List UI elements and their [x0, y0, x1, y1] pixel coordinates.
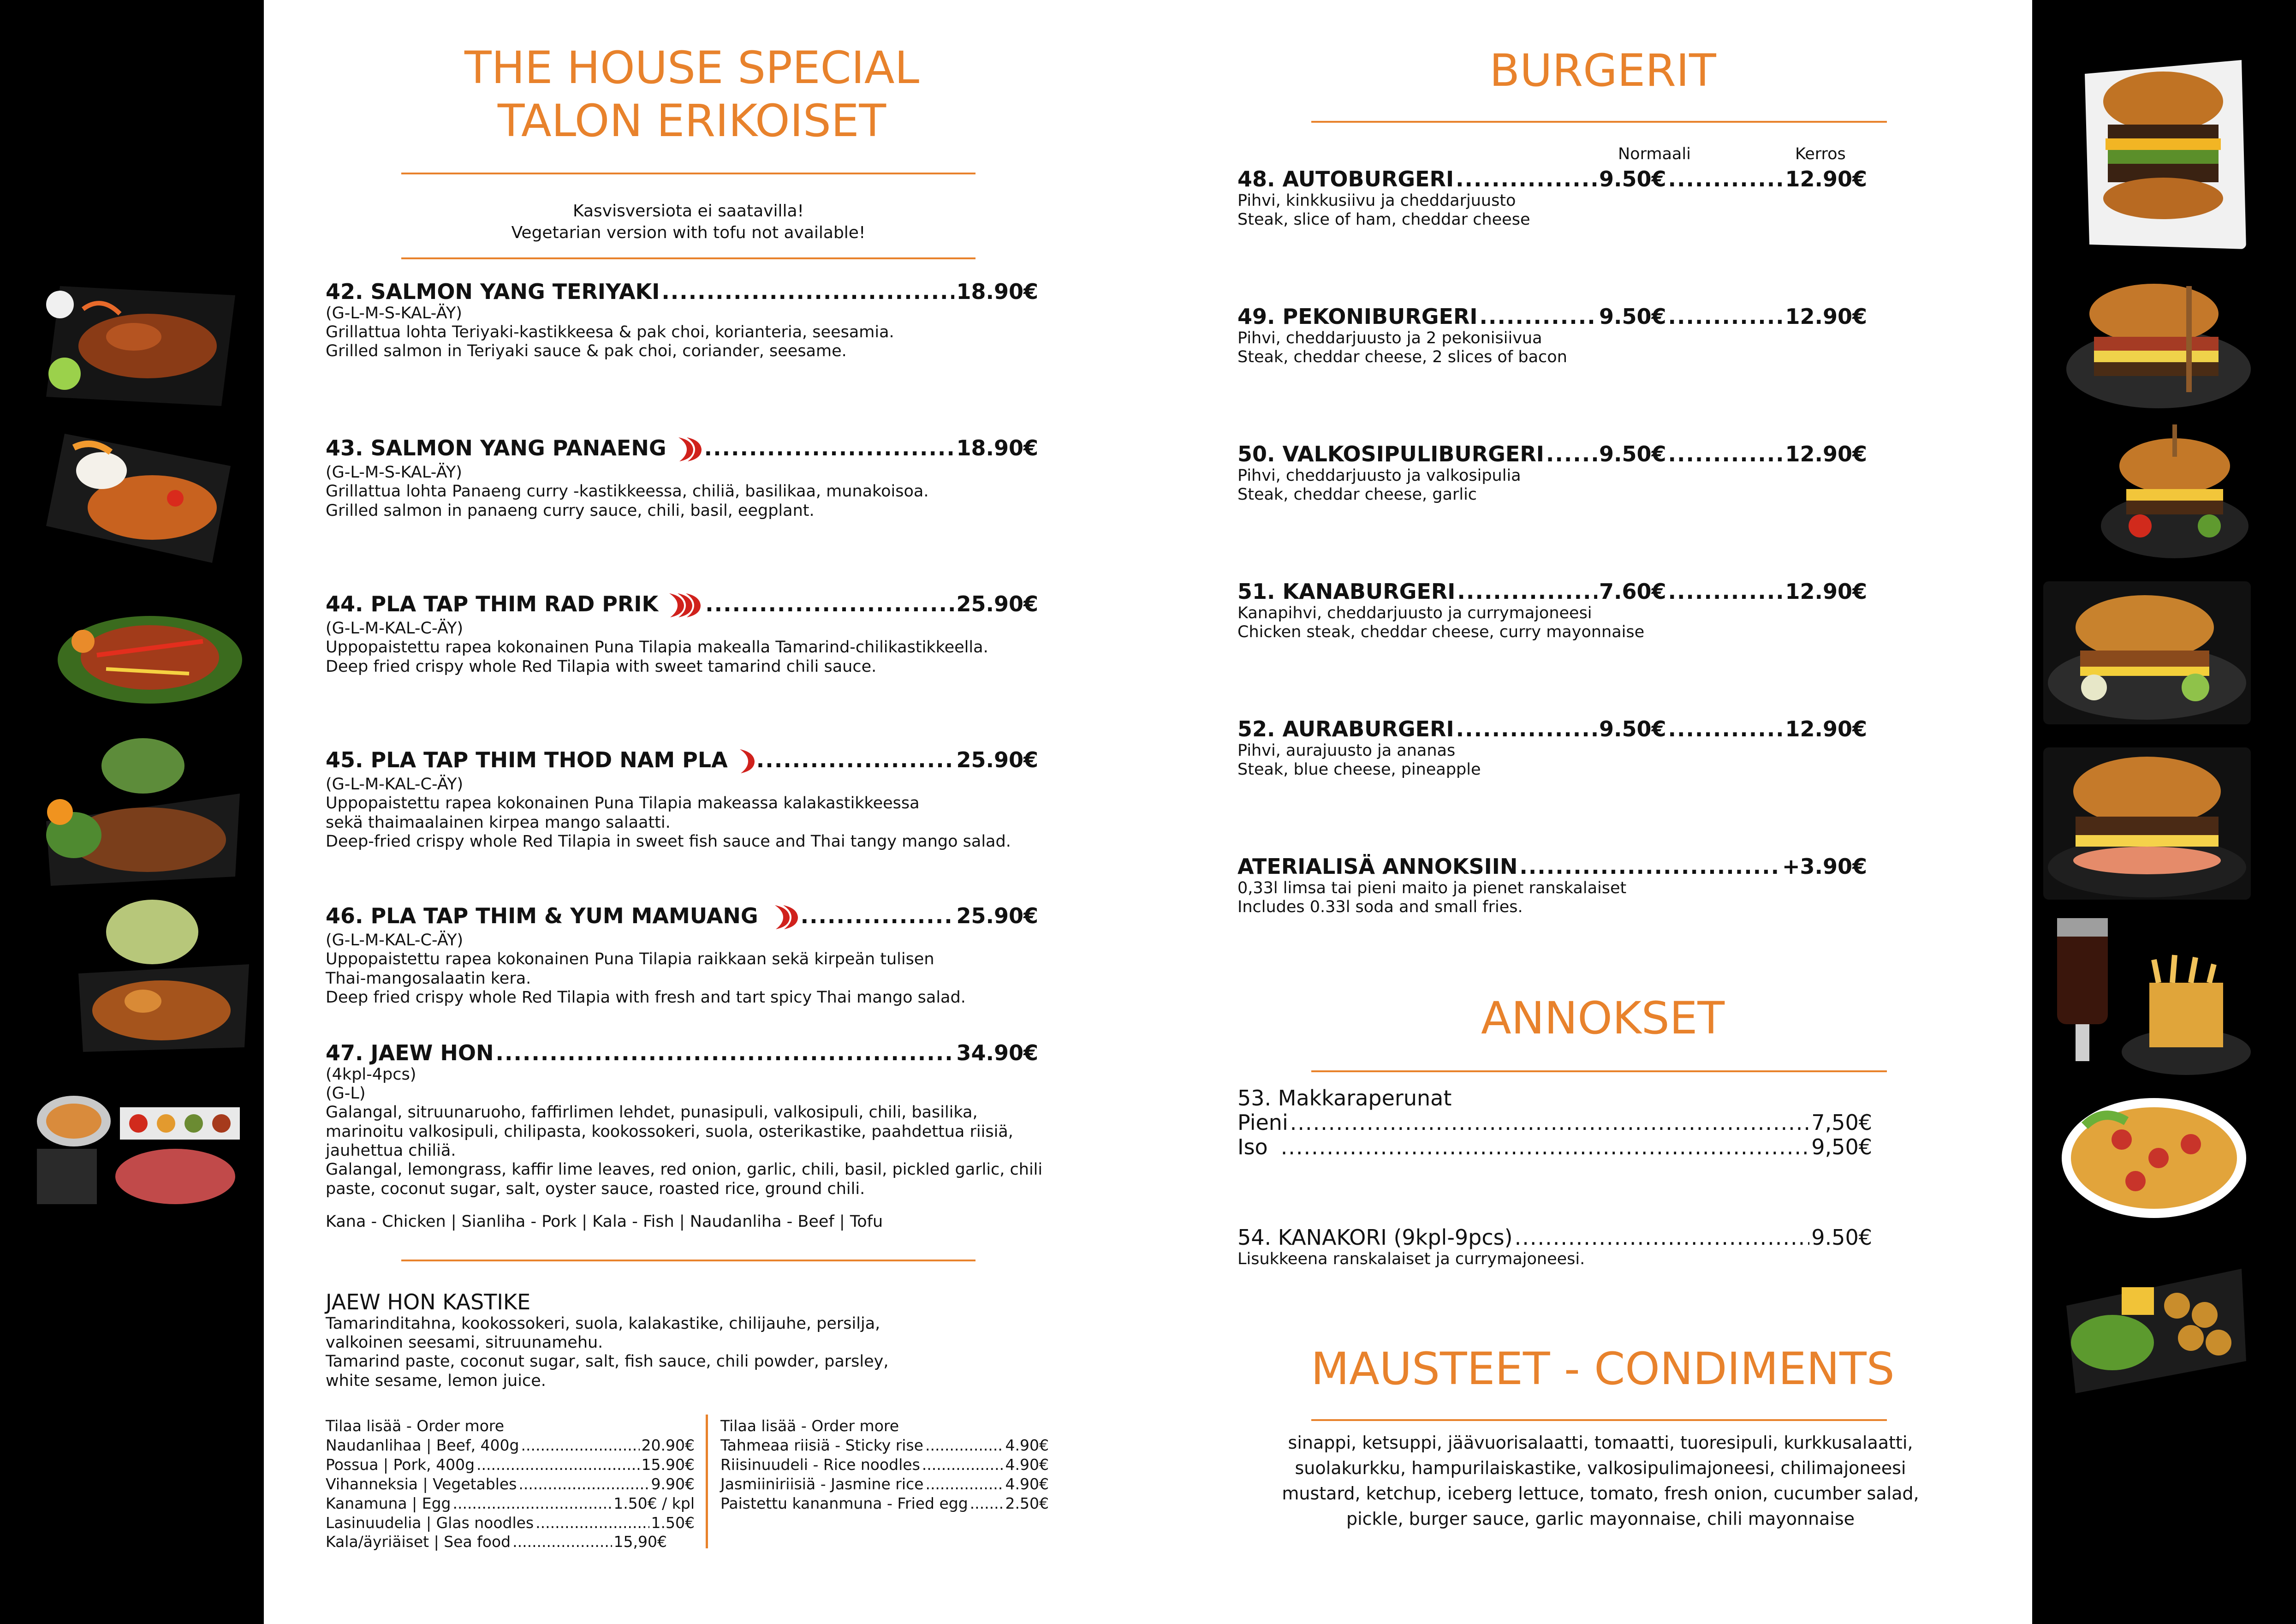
order-label: Paistettu kananmuna - Fried egg — [720, 1494, 968, 1512]
menu-item-42 — [326, 280, 1038, 361]
menu-item-54 — [1237, 1225, 1872, 1269]
item-desc-en: Deep fried crispy whole Red Tilapia with sweet tamarind chili sauce. — [326, 657, 877, 676]
order-row — [720, 1455, 1049, 1475]
order-price: 2.50€ — [1005, 1494, 1049, 1512]
chili-icon — [675, 436, 702, 463]
order-price: 4.90€ — [1005, 1475, 1049, 1493]
burgers-title: BURGERIT — [1489, 45, 1716, 96]
house-special-title — [401, 42, 982, 148]
item-desc-fi: Kanapihvi, cheddarjuusto ja currymajoneesi — [1237, 603, 1592, 622]
item-53-name: 53. Makkaraperunat — [1237, 1086, 1452, 1111]
leader-dots — [1480, 304, 1597, 329]
order-more-title — [326, 1416, 695, 1436]
burger-photo-pekoni — [2057, 277, 2251, 411]
order-label: Lasinuudelia | Glas noodles — [326, 1513, 534, 1532]
price-double: 12.90€ — [1785, 167, 1867, 191]
menu-item-46 — [326, 903, 1038, 1007]
item-desc-en: Deep-fried crispy whole Red Tilapia in sweet fish sauce and Thai tangy mango salad. — [326, 832, 1011, 851]
item-desc: Lisukkeena ranskalaiset ja currymajoneesi. — [1237, 1249, 1585, 1268]
menu-item-53 — [1237, 1086, 1872, 1159]
leader-dots — [1456, 717, 1597, 741]
item-desc-en: Chicken steak, cheddar cheese, curry mayonnaise — [1237, 623, 1645, 642]
order-more-left — [326, 1416, 695, 1552]
food-photo-makkaraperunat — [2057, 1089, 2251, 1223]
divider — [401, 1260, 976, 1261]
item-desc-fi: Uppopaistettu rapea kokonainen Puna Tilapia makealla Tamarind-chilikastikkeella. — [326, 638, 988, 657]
order-price: 9.90€ — [651, 1475, 695, 1493]
item-desc-fi: Pihvi, aurajuusto ja ananas — [1237, 741, 1456, 760]
note-en: Vegetarian version with tofu not available! — [511, 223, 866, 242]
price-double: 12.90€ — [1785, 442, 1867, 466]
kastike-line: Tamarind paste, coconut sugar, salt, fish sauce, chili powder, parsley, — [326, 1352, 889, 1371]
item-price: +3.90€ — [1782, 854, 1867, 879]
leader-dots — [1668, 442, 1783, 466]
leader-dots — [1668, 167, 1783, 191]
burger-item-52 — [1237, 717, 1867, 779]
condiments-line: sinappi, ketsuppi, jäävuorisalaatti, tomaatti, tuoresipuli, kurkkusalaatti, — [1288, 1433, 1913, 1453]
condiments-line: pickle, burger sauce, garlic mayonnaise, chili mayonnaise — [1346, 1509, 1855, 1529]
order-label: Kala/äyriäiset | Sea food — [326, 1533, 511, 1551]
item-allergens: (G-L-M-S-KAL-ÄY) — [326, 463, 462, 482]
leader-dots — [1668, 717, 1783, 741]
size-small-price: 7,50€ — [1811, 1110, 1872, 1135]
burger-photo-valkosipuli — [2099, 424, 2251, 563]
condiments-line: mustard, ketchup, iceberg lettuce, tomato, fresh onion, cucumber salad, — [1282, 1483, 1919, 1504]
item-desc-fi: Grillattua lohta Teriyaki-kastikkeesa & pak choi, korianteria, seesamia. — [326, 323, 894, 342]
kastike-line: Tamarinditahna, kookossokeri, suola, kalakastike, chilijauhe, persilja, — [326, 1314, 880, 1333]
leader-dots — [970, 1494, 1004, 1513]
item-name: 42. SALMON YANG TERIYAKI — [326, 279, 660, 304]
item-name: 49. PEKONIBURGERI — [1237, 304, 1478, 329]
order-label: Kanamuna | Egg — [326, 1494, 451, 1512]
food-photo-panaeng — [37, 420, 240, 567]
item-price: 18.90€ — [956, 435, 1038, 460]
size-large-price: 9,50€ — [1811, 1134, 1872, 1159]
order-more-heading: Tilaa lisää - Order more — [326, 1417, 505, 1435]
item-desc-en: Steak, cheddar cheese, garlic — [1237, 485, 1477, 504]
item-name: 43. SALMON YANG PANAENG — [326, 435, 666, 460]
order-more-right — [720, 1416, 1049, 1513]
item-desc-fi: jauhettua chiliä. — [326, 1141, 456, 1160]
food-photo-teriyaki — [28, 268, 240, 411]
condiments-title: MAUSTEET - CONDIMENTS — [1311, 1343, 1895, 1395]
item-price: 18.90€ — [956, 279, 1038, 304]
col-double-label: Kerros — [1795, 145, 1846, 163]
order-label: Vihanneksia | Vegetables — [326, 1475, 517, 1493]
price-normal: 9.50€ — [1599, 716, 1666, 741]
item-desc-fi: Uppopaistettu rapea kokonainen Puna Tilapia raikkaan sekä kirpeän tulisen — [326, 950, 934, 969]
food-photo-jaew-hon — [32, 1089, 249, 1213]
meal-addon — [1237, 854, 1867, 917]
item-desc-fi: Uppopaistettu rapea kokonainen Puna Tilapia makeassa kalakastikkeessa — [326, 794, 920, 813]
condiments-list — [1245, 1430, 1956, 1532]
item-price: 25.90€ — [956, 747, 1038, 772]
item-desc-en: Steak, cheddar cheese, 2 slices of bacon — [1237, 348, 1567, 367]
item-desc-en: Includes 0.33l soda and small fries. — [1237, 898, 1523, 917]
leader-dots — [1290, 1111, 1810, 1135]
leader-dots — [1281, 1135, 1810, 1159]
order-label: Tahmeaa riisiä - Sticky rise — [720, 1436, 923, 1454]
price-double: 12.90€ — [1785, 716, 1867, 741]
item-name — [1237, 1086, 1872, 1111]
chili-icon — [771, 903, 799, 931]
item-desc-en: Grilled salmon in panaeng curry sauce, chili, basil, eegplant. — [326, 501, 815, 520]
order-row — [326, 1532, 667, 1552]
leader-dots — [512, 1532, 612, 1552]
item-name: 48. AUTOBURGERI — [1237, 167, 1454, 191]
food-photo-thod-nam-pla — [32, 729, 244, 890]
leader-dots — [801, 904, 955, 928]
item-desc-fi: sekä thaimaalainen kirpea mango salaatti. — [326, 813, 671, 832]
col-normal-label: Normaali — [1618, 145, 1691, 163]
item-name: 46. PLA TAP THIM & YUM MAMUANG — [326, 903, 758, 928]
leader-dots — [518, 1475, 649, 1494]
item-desc-fi: Galangal, sitruunaruoho, faffirlimen lehdet, punasipuli, valkosipuli, chili, basilika, — [326, 1103, 978, 1122]
item-name: 44. PLA TAP THIM RAD PRIK — [326, 591, 659, 616]
item-desc-en: Grilled salmon in Teriyaki sauce & pak choi, coriander, seesame. — [326, 342, 847, 361]
leader-dots — [1456, 167, 1597, 191]
food-photo-kanakori — [2057, 1260, 2251, 1393]
item-name: 52. AURABURGERI — [1237, 716, 1454, 741]
annokset-title: ANNOKSET — [1481, 992, 1725, 1044]
order-price: 20.90€ — [641, 1436, 695, 1454]
leader-dots — [496, 1041, 955, 1065]
item-name: 50. VALKOSIPULIBURGERI — [1237, 442, 1544, 466]
item-allergens: (G-L-M-S-KAL-ÄY) — [326, 304, 462, 322]
divider — [1311, 1070, 1887, 1072]
food-photo-yum-mamuang — [69, 895, 254, 1057]
item-desc-fi: Pihvi, cheddarjuusto ja 2 pekonisiivua — [1237, 328, 1542, 347]
item-allergens: (G-L-M-KAL-C-ÄY) — [326, 619, 464, 638]
burger-item-50 — [1237, 442, 1867, 504]
item-desc-en: Steak, blue cheese, pineapple — [1237, 760, 1481, 779]
item-name: 45. PLA TAP THIM THOD NAM PLA — [326, 747, 728, 772]
order-row — [326, 1494, 695, 1513]
kastike-line: valkoinen seesami, sitruunamehu. — [326, 1333, 603, 1352]
item-allergens: (G-L-M-KAL-C-ÄY) — [326, 931, 464, 949]
leader-dots — [661, 280, 954, 304]
leader-dots — [521, 1436, 639, 1455]
leader-dots — [1668, 304, 1783, 329]
burger-item-51 — [1237, 579, 1867, 642]
divider-vertical — [706, 1415, 708, 1548]
leader-dots — [925, 1436, 1004, 1455]
price-normal: 9.50€ — [1599, 167, 1666, 191]
item-desc-fi: 0,33l limsa tai pieni maito ja pienet ranskalaiset — [1237, 878, 1627, 897]
burger-photo-aura — [2043, 747, 2251, 900]
leader-dots — [535, 1513, 649, 1533]
price-normal: 7.60€ — [1599, 579, 1666, 604]
burger-photo-auto — [2080, 55, 2246, 249]
order-row — [326, 1436, 695, 1455]
leader-dots — [925, 1475, 1003, 1494]
item-price: 25.90€ — [956, 903, 1038, 928]
leader-dots — [756, 748, 955, 772]
jaew-hon-kastike — [326, 1290, 1017, 1391]
item-name: 47. JAEW HON — [326, 1040, 494, 1065]
item-desc-fi: Grillattua lohta Panaeng curry -kastikkeessa, chiliä, basilikaa, munakoisoa. — [326, 482, 929, 501]
menu-item-44 — [326, 591, 1038, 676]
leader-dots — [1515, 1225, 1810, 1250]
divider — [401, 173, 976, 174]
item-desc-en: Galangal, lemongrass, kaffir lime leaves, red onion, garlic, chili, basil, pickled garlic, chili — [326, 1160, 1043, 1179]
size-large-label: Iso — [1237, 1134, 1268, 1159]
burger-item-49 — [1237, 304, 1867, 367]
item-allergens: (G-L) — [326, 1084, 366, 1103]
order-row — [720, 1494, 1049, 1513]
kastike-line: white sesame, lemon juice. — [326, 1371, 546, 1390]
item-desc-fi: Pihvi, kinkkusiivu ja cheddarjuusto — [1237, 191, 1516, 210]
order-row — [326, 1475, 695, 1494]
item-desc-fi: Pihvi, cheddarjuusto ja valkosipulia — [1237, 466, 1521, 485]
house-special-title-line2: TALON ERIKOISET — [497, 95, 886, 147]
item-pieces: (4kpl-4pcs) — [326, 1065, 416, 1084]
item-name: 54. KANAKORI (9kpl-9pcs) — [1237, 1225, 1513, 1250]
divider — [1311, 1419, 1887, 1421]
order-more-heading: Tilaa lisää - Order more — [720, 1417, 899, 1435]
size-large-row — [1237, 1135, 1872, 1159]
leader-dots — [1519, 854, 1780, 879]
size-small-row — [1237, 1111, 1872, 1135]
order-label: Possua | Pork, 400g — [326, 1455, 475, 1474]
item-name: 51. KANABURGERI — [1237, 579, 1456, 604]
food-photo-rad-prik — [51, 600, 249, 715]
item-desc-en: paste, coconut sugar, salt, oyster sauce, roasted rice, ground chili. — [326, 1179, 865, 1198]
order-row — [326, 1513, 695, 1533]
leader-dots — [922, 1455, 1004, 1475]
leader-dots — [476, 1455, 639, 1475]
order-price: 1.50€ / kpl — [613, 1494, 695, 1512]
item-allergens: (G-L-M-KAL-C-ÄY) — [326, 775, 464, 794]
order-row — [326, 1455, 695, 1475]
order-price: 4.90€ — [1005, 1436, 1049, 1454]
item-desc-en: Deep fried crispy whole Red Tilapia with fresh and tart spicy Thai mango salad. — [326, 988, 966, 1007]
leader-dots — [1668, 579, 1783, 604]
leader-dots — [1546, 442, 1597, 466]
order-price: 1.50€ — [651, 1513, 695, 1532]
price-normal: 9.50€ — [1599, 304, 1666, 329]
leader-dots — [1457, 579, 1597, 604]
condiments-line: suolakurkku, hampurilaiskastike, valkosipulimajoneesi, chilimajoneesi — [1295, 1458, 1906, 1479]
order-label: Naudanlihaa | Beef, 400g — [326, 1436, 519, 1454]
kastike-title: JAEW HON KASTIKE — [326, 1290, 531, 1314]
item-desc-en: Steak, slice of ham, cheddar cheese — [1237, 210, 1530, 229]
item-name: ATERIALISÄ ANNOKSIIN — [1237, 854, 1518, 879]
item-price: 34.90€ — [956, 1040, 1038, 1065]
menu-item-47 — [326, 1040, 1043, 1231]
menu-item-43 — [326, 436, 1038, 520]
order-more-title — [720, 1416, 1049, 1436]
divider — [401, 257, 976, 259]
order-price: 15,90€ — [613, 1533, 667, 1551]
price-double: 12.90€ — [1785, 304, 1867, 329]
price-double: 12.90€ — [1785, 579, 1867, 604]
leader-dots — [704, 436, 955, 460]
size-small-label: Pieni — [1237, 1110, 1288, 1135]
burger-photo-kana — [2043, 581, 2251, 724]
order-price: 15.90€ — [641, 1455, 695, 1474]
leader-dots — [705, 592, 954, 616]
order-price: 4.90€ — [1005, 1455, 1049, 1474]
item-desc-fi: marinoitu valkosipuli, chilipasta, kookossokeri, suola, osterikastike, paahdettua riisiä, — [326, 1122, 1013, 1141]
house-special-title-line1: THE HOUSE SPECIAL — [464, 42, 920, 94]
order-label: Riisinuudeli - Rice noodles — [720, 1455, 920, 1474]
price-normal: 9.50€ — [1599, 442, 1666, 466]
note-fi: Kasvisversiota ei saatavilla! — [573, 202, 804, 221]
leader-dots — [452, 1494, 612, 1513]
order-label: Jasmiiniriisiä - Jasmine rice — [720, 1475, 924, 1493]
meat-options: Kana - Chicken | Sianliha - Pork | Kala - Fish | Naudanliha - Beef | Tofu — [326, 1212, 883, 1231]
item-price: 9.50€ — [1811, 1225, 1872, 1250]
meal-photo-soda-fries — [2048, 914, 2251, 1080]
order-row — [720, 1475, 1049, 1494]
menu-item-45 — [326, 747, 1038, 851]
chili-icon — [736, 747, 755, 775]
item-price: 25.90€ — [956, 591, 1038, 616]
item-desc-fi: Thai-mangosalaatin kera. — [326, 969, 531, 988]
order-row — [720, 1436, 1049, 1455]
vegetarian-note — [401, 201, 976, 244]
divider — [1311, 121, 1887, 123]
burger-item-48 — [1237, 167, 1867, 229]
chili-icon — [666, 591, 703, 619]
